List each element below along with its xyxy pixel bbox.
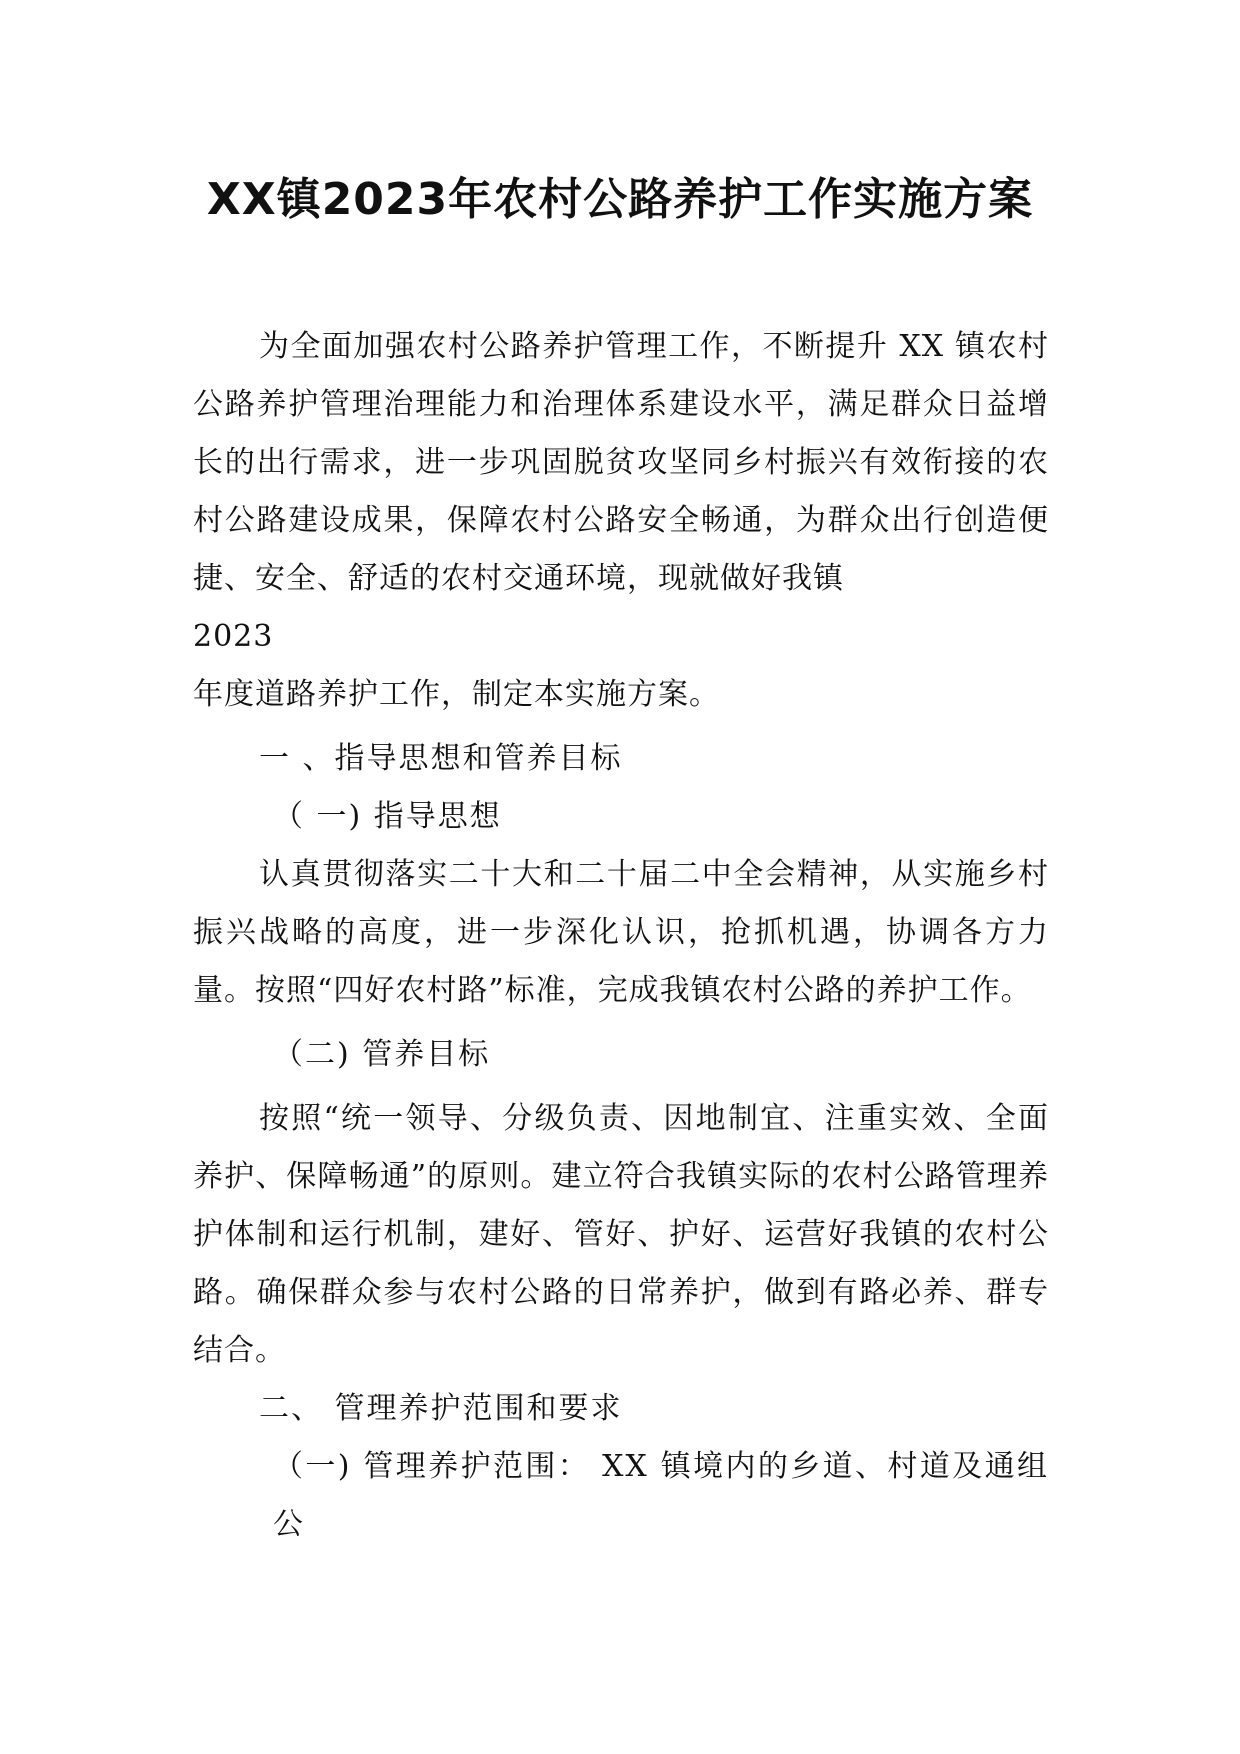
subsection-heading-2-1: （一) 管理养护范围： XX 镇境内的乡道、村道及通组公 [273,1449,1049,1542]
intro-year: 2023 [193,619,274,654]
document-body [193,318,1049,1554]
document-title: XX镇2023年农村公路养护工作实施方案 [206,174,1034,225]
subsection-heading-1-1: （ 一) 指导思想 [273,799,502,834]
management-goal-paragraph: 按照“统一领导、分级负责、因地制宜、注重实效、全面养护、保障畅通”的原则。建立符合我镇实际的农村公路管理养护体制和运行机制，建好、管好、护好、运营好我镇的农村公路。确保群众参与农村公路的日常养护，做到有路必养、群专结合。 [193,1101,1049,1368]
guiding-thought-paragraph: 认真贯彻落实二十大和二十届二中全会精神，从实施乡村振兴战略的高度，进一步深化认识，抢抓机遇，协调各方力量。按照“四好农村路”标准，完成我镇农村公路的养护工作。 [193,857,1049,1008]
intro-paragraph-end: 年度道路养护工作，制定本实施方案。 [193,677,720,712]
intro-paragraph: 为全面加强农村公路养护管理工作，不断提升 XX 镇农村公路养护管理治理能力和治理体系建设水平，满足群众日益增长的出行需求，进一步巩固脱贫攻坚同乡村振兴有效衔接的农村公路建设成果，保障农村公路安全畅通，为群众出行创造便捷、安全、舒适的农村交通环境，现就做好我镇 [193,329,1049,596]
subsection-heading-1-2: （二) 管养目标 [273,1037,491,1072]
section-heading-2: 二、 管理养护范围和要求 [259,1391,623,1426]
section-heading-1: 一 、指导思想和管养目标 [259,741,623,776]
